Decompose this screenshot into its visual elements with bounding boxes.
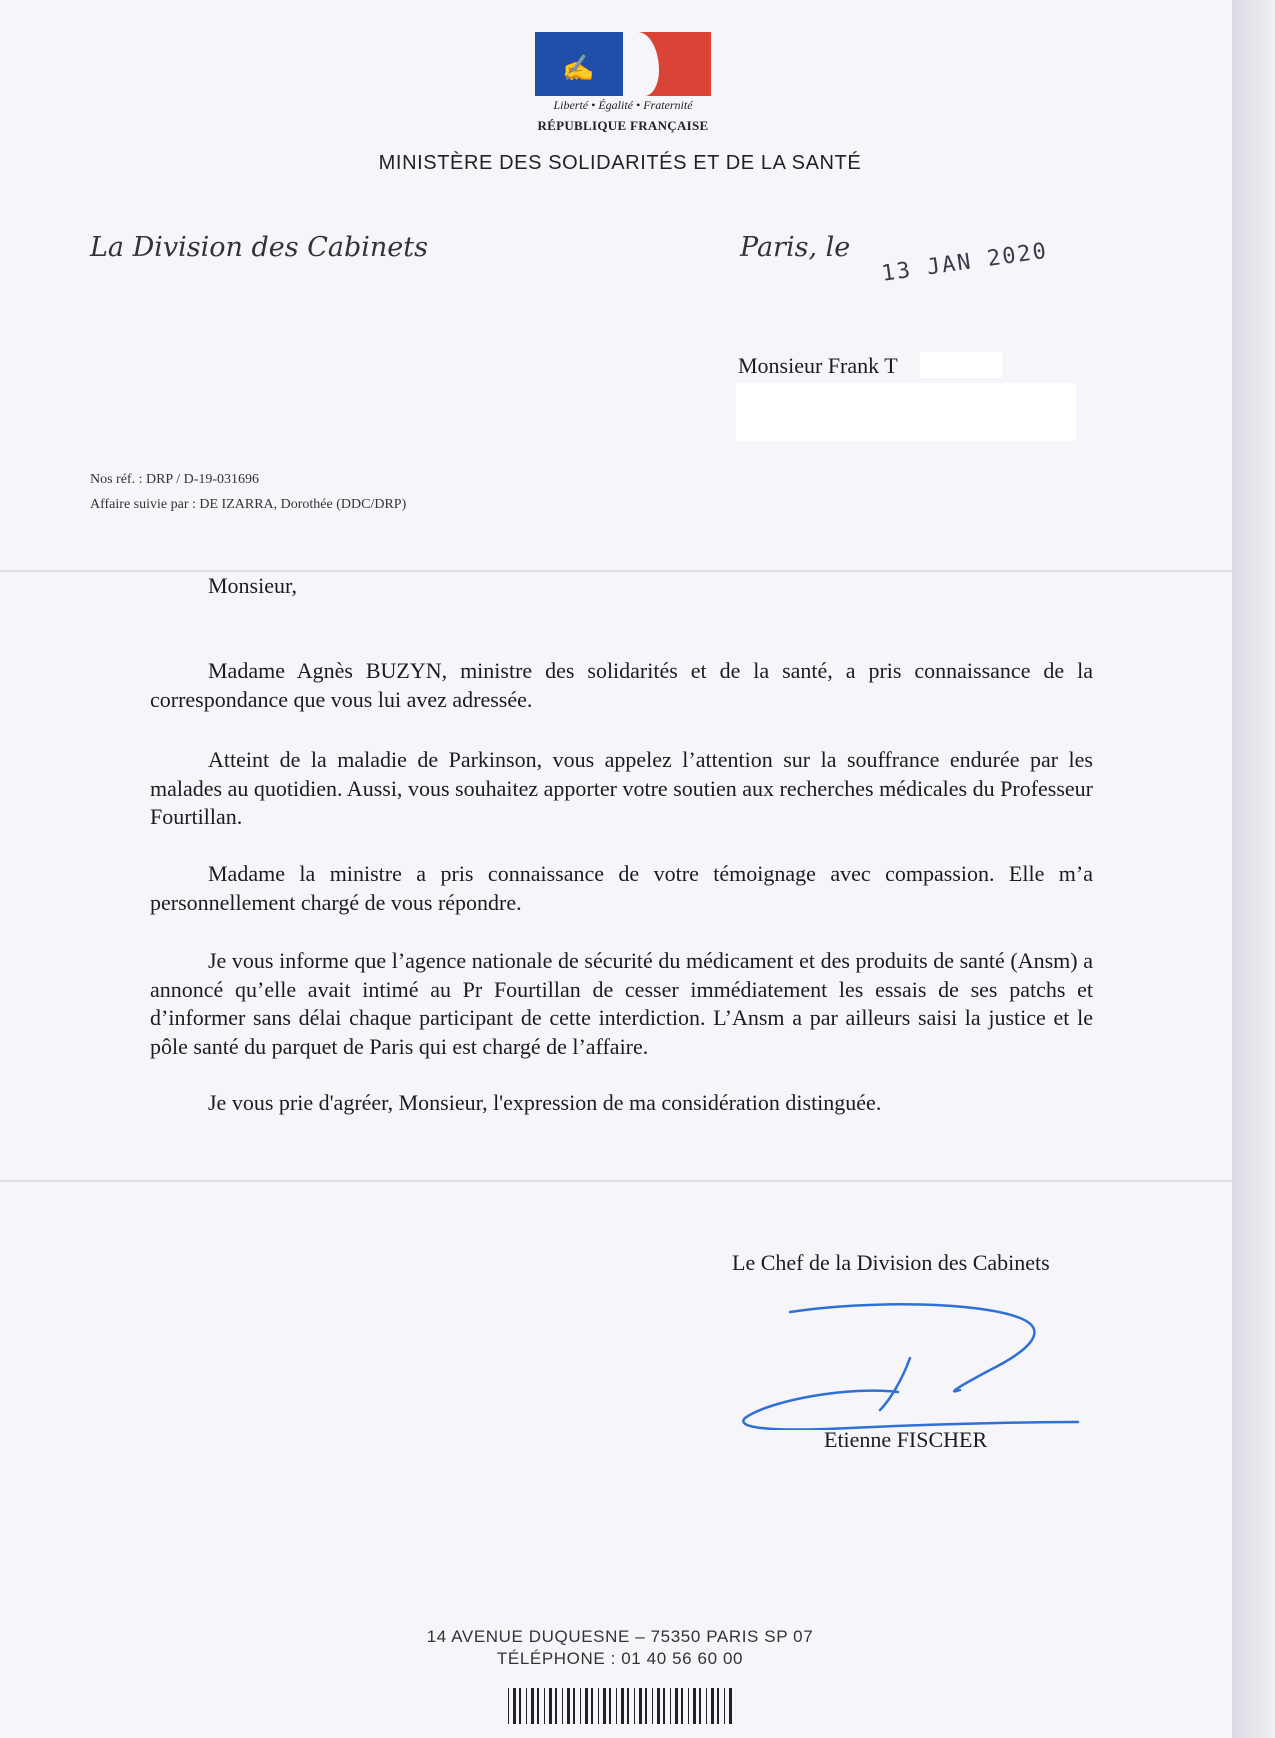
- barcode-bar: [681, 1688, 683, 1724]
- ministry-name: MINISTÈRE DES SOLIDARITÉS ET DE LA SANTÉ: [378, 152, 862, 174]
- barcode-bar: [562, 1688, 563, 1724]
- footer-address: 14 AVENUE DUQUESNE – 75350 PARIS SP 07: [426, 1627, 814, 1646]
- barcode-bar: [549, 1688, 552, 1724]
- date-stamp: 13 JAN 2020: [880, 238, 1050, 287]
- barcode-bar: [724, 1688, 725, 1724]
- footer-phone: TÉLÉPHONE : 01 40 56 60 00: [496, 1649, 744, 1668]
- barcode-bar: [573, 1688, 575, 1724]
- page-edge: [1232, 0, 1275, 1738]
- barcode-bar: [717, 1688, 719, 1724]
- barcode-bar: [513, 1688, 516, 1724]
- handwritten-signature: [730, 1290, 1090, 1430]
- republic-name: RÉPUBLIQUE FRANÇAISE: [537, 118, 709, 133]
- redaction-box: [920, 352, 1002, 378]
- barcode-bar: [657, 1688, 660, 1724]
- place-label: Paris, le: [740, 232, 851, 263]
- body-paragraph: Atteint de la maladie de Parkinson, vous appelez l’attention sur la souffrance endurée par les malades au quotidien. Aussi, vous souhaitez apporter votre soutien aux recherches médicales du Professeur Fourtillan.: [150, 747, 1093, 829]
- barcode-bar: [711, 1688, 714, 1724]
- barcode: [508, 1688, 736, 1724]
- barcode-bar: [603, 1688, 606, 1724]
- barcode-bar: [706, 1688, 707, 1724]
- body-paragraph: Je vous prie d'agréer, Monsieur, l'expression de ma considération distinguée.: [208, 1090, 882, 1115]
- barcode-bar: [544, 1688, 545, 1724]
- barcode-bar: [531, 1688, 534, 1724]
- barcode-bar: [580, 1688, 581, 1724]
- barcode-bar: [519, 1688, 521, 1724]
- signatory-title: Le Chef de la Division des Cabinets: [732, 1250, 1050, 1275]
- barcode-bar: [526, 1688, 527, 1724]
- fold-line: [0, 570, 1232, 572]
- barcode-bar: [645, 1688, 647, 1724]
- reference-number: Nos réf. : DRP / D-19-031696: [90, 472, 260, 487]
- fold-line: [0, 1180, 1232, 1182]
- case-handler: Affaire suivie par : DE IZARRA, Dorothée (DDC/DRP): [90, 497, 407, 512]
- barcode-bar: [670, 1688, 671, 1724]
- signatory-name: Etienne FISCHER: [824, 1427, 988, 1452]
- barcode-bar: [567, 1688, 570, 1724]
- barcode-bar: [537, 1688, 539, 1724]
- logo-red-panel: [623, 32, 711, 96]
- body-paragraph: Je vous informe que l’agence nationale de sécurité du médicament et des produits de santé (Ansm) a annoncé qu’elle avait intimé au Pr Fourtillan de cesser immédiatement les essais de ses patchs et d’informer sans délai chaque participant de cette interdiction. L’Ansm a par ailleurs saisi la justice et le pôle santé du parquet de Paris qui est chargé de l’affaire.: [150, 948, 1093, 1059]
- division-heading: La Division des Cabinets: [90, 232, 428, 263]
- barcode-bar: [693, 1688, 696, 1724]
- barcode-bar: [627, 1688, 629, 1724]
- barcode-bar: [598, 1688, 599, 1724]
- barcode-bar: [591, 1688, 593, 1724]
- barcode-bar: [639, 1688, 642, 1724]
- barcode-bar: [585, 1688, 588, 1724]
- barcode-bar: [652, 1688, 653, 1724]
- barcode-bar: [609, 1688, 611, 1724]
- barcode-bar: [508, 1688, 509, 1724]
- barcode-bar: [699, 1688, 701, 1724]
- body-paragraph: Madame Agnès BUZYN, ministre des solidarités et de la santé, a pris connaissance de la correspondance que vous lui avez adressée.: [150, 658, 1093, 712]
- republic-motto: Liberté • Égalité • Fraternité: [553, 98, 693, 112]
- barcode-bar: [675, 1688, 678, 1724]
- barcode-bar: [616, 1688, 617, 1724]
- body-paragraph: Madame la ministre a pris connaissance de votre témoignage avec compassion. Elle m’a personnellement chargé de vous répondre.: [150, 861, 1093, 915]
- barcode-bar: [555, 1688, 557, 1724]
- barcode-bar: [663, 1688, 665, 1724]
- barcode-bar: [688, 1688, 689, 1724]
- barcode-bar: [634, 1688, 635, 1724]
- barcode-bar: [621, 1688, 624, 1724]
- marianne-profile-icon: ✍: [562, 54, 595, 83]
- addressee-name: Monsieur Frank T: [738, 353, 898, 378]
- redaction-box: [736, 383, 1076, 441]
- barcode-bar: [729, 1688, 732, 1724]
- salutation: Monsieur,: [208, 573, 297, 598]
